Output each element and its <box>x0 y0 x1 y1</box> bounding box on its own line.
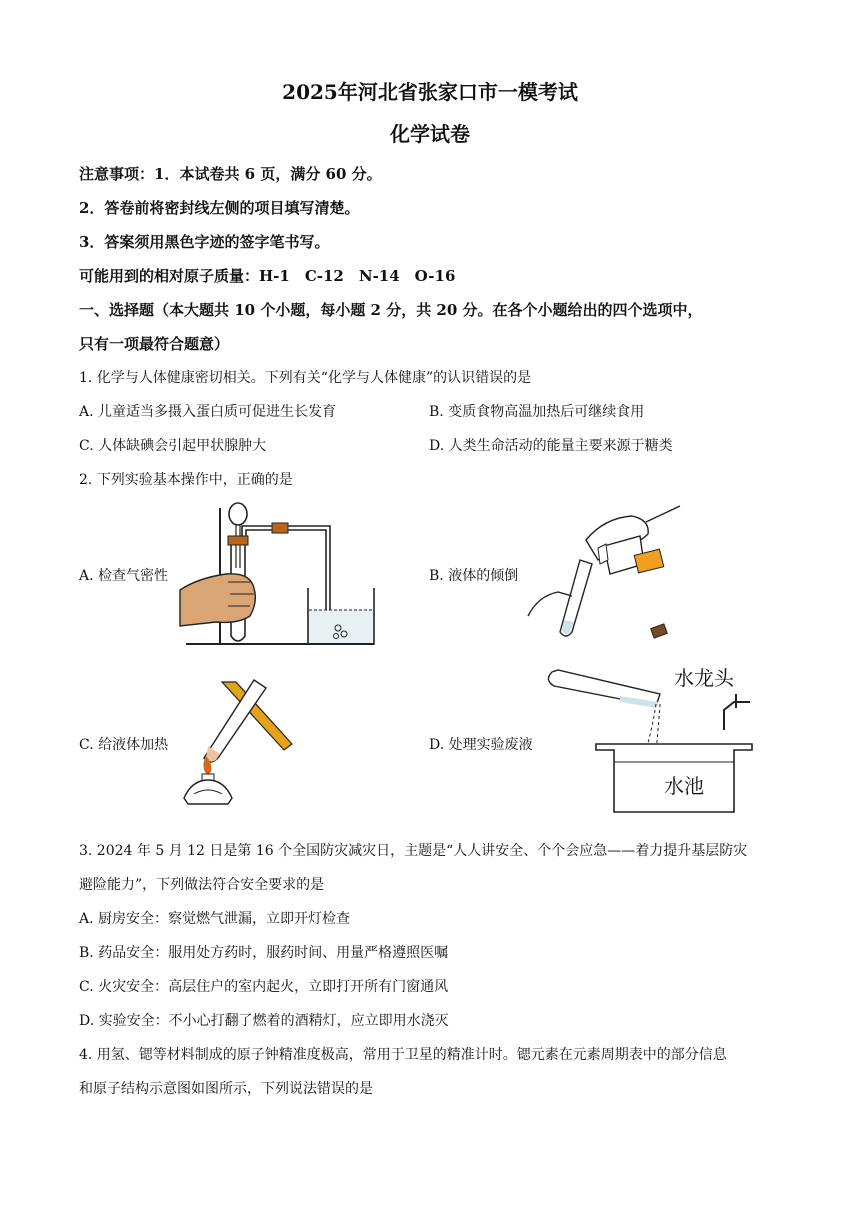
q2-stem: 2. 下列实验基本操作中，正确的是 <box>79 472 293 488</box>
figure-liquid-pouring <box>528 500 688 645</box>
exam-subtitle: 化学试卷 <box>390 122 470 146</box>
q3-option-c: C. 火灾安全：高层住户的室内起火，立即打开所有门窗通风 <box>79 979 449 995</box>
q2-option-d: D. 处理实验废液 <box>429 737 533 753</box>
q3-option-a: A. 厨房安全：察觉燃气泄漏，立即开灯检查 <box>79 911 351 927</box>
section-title-line-1: 一、选择题（本大题共 10 个小题，每小题 2 分，共 20 分。在各个小题给出的四个选项中， <box>79 301 703 319</box>
q4-stem-line-1: 4. 用氢、锶等材料制成的原子钟精准度极高，常用于卫星的精准计时。锶元素在元素周期表中的部分信息 <box>79 1047 727 1063</box>
notes-line-3: 3．答案须用黑色字迹的签字笔书写。 <box>79 233 330 251</box>
q3-option-d: D. 实验安全：不小心打翻了燃着的酒精灯，应立即用水浇灭 <box>79 1013 449 1029</box>
q1-option-b: B. 变质食物高温加热后可继续食用 <box>429 404 645 420</box>
q1-stem: 1. 化学与人体健康密切相关。下列有关“化学与人体健康”的认识错误的是 <box>79 370 532 386</box>
notes-line-2: 2．答卷前将密封线左侧的项目填写清楚。 <box>79 199 360 217</box>
q4-stem-line-2: 和原子结构示意图如图所示，下列说法错误的是 <box>79 1081 373 1097</box>
label-faucet: 水龙头 <box>674 666 734 690</box>
q1-option-d: D. 人类生命活动的能量主要来源于糖类 <box>429 438 673 454</box>
notes-line-1: 注意事项：1．本试卷共 6 页，满分 60 分。 <box>79 165 382 183</box>
q2-option-c: C. 给液体加热 <box>79 737 169 753</box>
q1-option-c: C. 人体缺碘会引起甲状腺肿大 <box>79 438 267 454</box>
q3-stem-line-2: 避险能力”，下列做法符合安全要求的是 <box>79 877 325 893</box>
q3-stem-line-1: 3. 2024 年 5 月 12 日是第 16 个全国防灾减灾日，主题是“人人讲安全、个个会应急——着力提升基层防灾 <box>79 843 748 859</box>
figure-liquid-heating <box>178 676 294 808</box>
q2-option-a: A. 检查气密性 <box>79 568 169 584</box>
atomic-mass-line: 可能用到的相对原子质量：H-1 C-12 N-14 O-16 <box>79 267 456 285</box>
q2-option-b: B. 液体的倾倒 <box>429 568 519 584</box>
exam-title: 2025年河北省张家口市一模考试 <box>282 80 578 104</box>
section-title-line-2: 只有一项最符合题意） <box>79 335 230 353</box>
q1-option-a: A. 儿童适当多摄入蛋白质可促进生长发育 <box>79 404 337 420</box>
q3-option-b: B. 药品安全：服用处方药时，服药时间、用量严格遵照医嘱 <box>79 945 449 961</box>
label-sink: 水池 <box>664 774 704 798</box>
figure-airtightness-check <box>178 498 378 650</box>
